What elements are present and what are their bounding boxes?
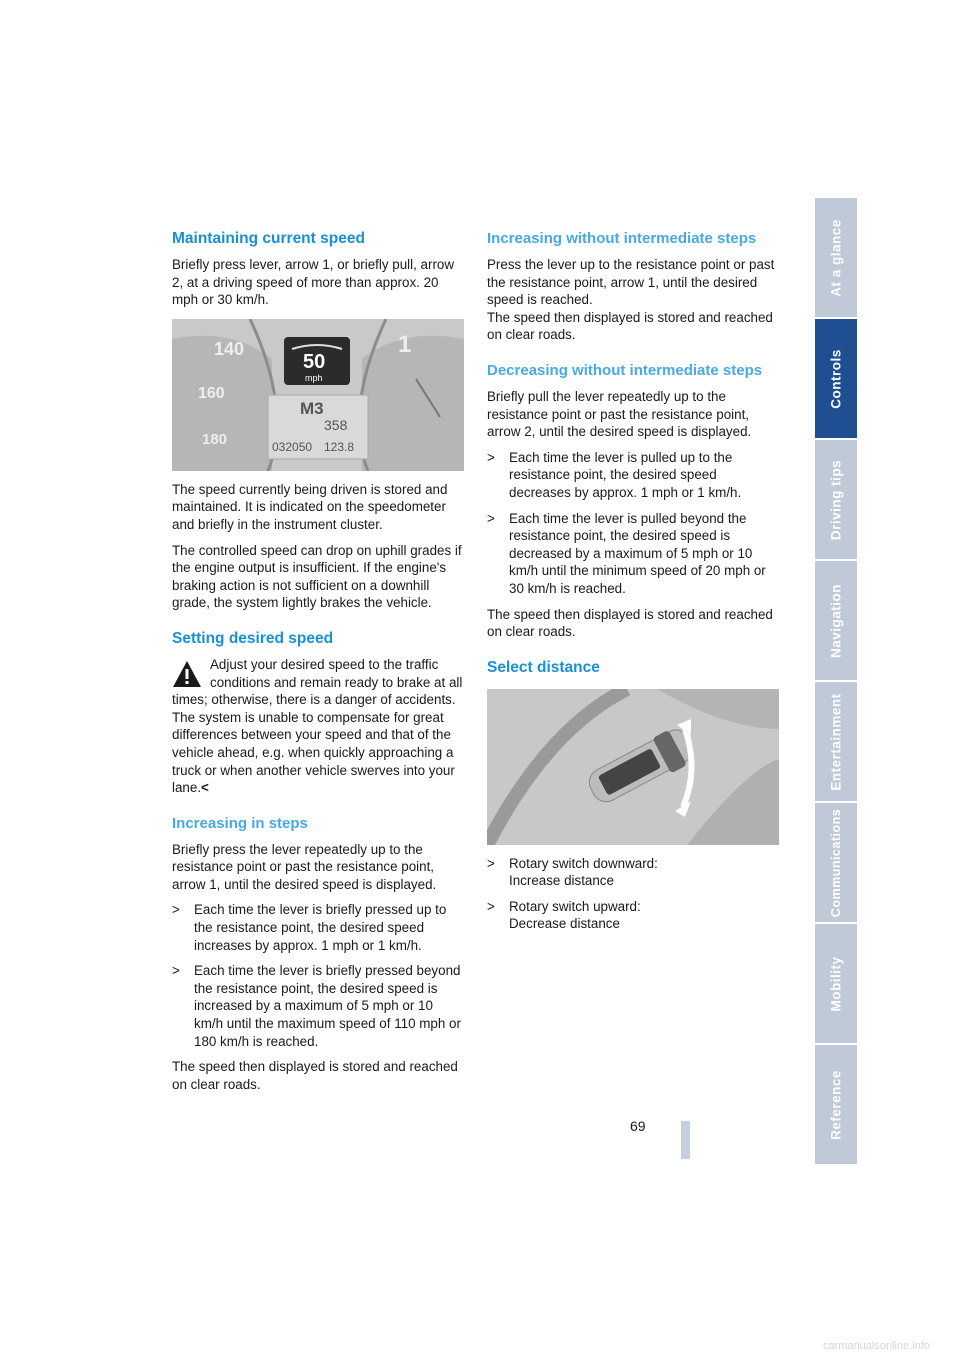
bullet-marker: > [487,510,495,526]
heading-increasing-without-steps: Increasing without intermediate steps [487,230,757,247]
trip-value: 123.8 [324,439,355,454]
watermark: carmanualsonline.info [822,1340,930,1352]
steering-lever-illustration [487,689,779,845]
tab-label: Communications [829,808,843,917]
warning-text: Adjust your desired speed to the traffic conditions and remain ready to brake at all times; otherwise, there is a danger of accidents. The system is unable to compensate for great differences between your speed and that of the vehicle ahead, e.g. when quickly approaching a truck or when another vehicle swerves into your lane. [172,656,463,796]
bullet-text: Each time the lever is pulled beyond the resistance point, the desired speed is decreased by a maximum of 5 mph or 10 km/h until the minimum speed of 20 mph or 30 km/h is reached. [509,510,766,596]
para-maintaining-speed: Briefly press lever, arrow 1, or briefly pull, arrow 2, at a driving speed of more than approx. 20 mph or 30 km/h. [172,257,455,308]
tab-label: Reference [828,1069,844,1140]
tab-entertainment[interactable] [815,682,857,801]
para-end-left: The speed then displayed is stored and reached on clear roads. [172,1059,458,1092]
gauge-num-180: 180 [202,430,228,448]
tab-navigation[interactable] [815,561,857,680]
bullet-decrease-2 [487,510,779,598]
heading-maintaining-speed: Maintaining current speed [172,230,365,247]
bullet-text: Each time the lever is pulled up to the resistance point, the desired speed decreases by approx. 1 mph or 1 km/h. [509,449,742,500]
bullet-rotary-upward [487,898,779,933]
rotary-switch-figure [487,689,779,845]
tab-communications[interactable] [815,803,857,922]
section-tabs [815,198,857,1166]
bullet-rotary-downward [487,855,779,890]
para-increasing-without-steps-1: Press the lever up to the resistance point or past the resistance point, arrow 1, until the desired speed is reached. [487,257,775,308]
range-value: 358 [324,416,348,433]
warning-block [172,656,464,797]
tab-label: Entertainment [828,692,844,791]
gauge-num-140: 140 [214,338,245,359]
speed-value: 50 [303,350,326,373]
heading-decreasing-without-steps: Decreasing without intermediate steps [487,361,763,379]
page-number-bar [681,1121,690,1159]
bullet-text: Each time the lever is briefly pressed beyond the resistance point, the desired speed is increased by a maximum of 5 mph or 10 km/h until the maximum speed of 110 mph or 180 km/h is reached. [194,963,461,1049]
tab-label: Controls [828,348,844,409]
heading-select-distance: Select distance [487,658,600,676]
bullet-marker: > [487,449,495,465]
heading-increasing-in-steps: Increasing in steps [172,814,308,832]
tab-label: Driving tips [828,459,844,540]
bullet-marker: > [172,902,180,918]
para-increasing-without-steps-2: The speed then displayed is stored and reached on clear roads. [487,309,773,343]
tab-label: Mobility [828,956,844,1011]
tab-label: Navigation [828,583,844,658]
speed-unit: mph [305,372,323,383]
bullet-text-line1: Rotary switch downward: [509,855,658,871]
right-column [487,228,779,941]
bullet-decrease-1 [487,449,779,502]
bullet-marker: > [487,855,495,871]
tab-mobility[interactable] [815,924,857,1043]
gear-indicator: M3 [300,398,324,418]
bullet-increase-2 [172,962,464,1050]
bullet-text-line2: Increase distance [509,873,614,889]
para-end-right: The speed then displayed is stored and reached on clear roads. [487,606,773,640]
para-decreasing-without-steps: Briefly pull the lever repeatedly up to the resistance point or past the resistance point, arrow 2, until the desired speed is displayed. [487,388,752,440]
para-increasing-in-steps: Briefly press the lever repeatedly up to the resistance point or past the resistance point, arrow 1, until the desired speed is displayed. [172,841,437,892]
para-speed-drop: The controlled speed can drop on uphill grades if the engine output is insufficient. If the engine's braking action is not sufficient on a downhill grade, the system lightly brakes the vehicle. [172,542,462,611]
tab-reference[interactable] [815,1045,857,1164]
warning-triangle-icon [172,660,202,688]
page-number: 69 [630,1118,646,1134]
bullet-marker: > [487,898,495,914]
gauge-num-1: 1 [398,330,412,358]
bullet-text-line1: Rotary switch upward: [509,898,641,914]
bullet-marker: > [172,963,180,979]
tab-label: At a glance [828,218,844,297]
odometer-value: 032050 [272,439,313,454]
instrument-cluster-figure [172,319,464,471]
tab-driving-tips[interactable] [815,440,857,559]
para-speed-stored: The speed currently being driven is stored and maintained. It is indicated on the speedometer and briefly in the instrument cluster. [172,481,448,532]
end-marker: < [201,780,209,796]
gauge-num-160: 160 [198,384,225,402]
tab-at-a-glance[interactable] [815,198,857,317]
left-column [172,228,464,1101]
bullet-increase-1 [172,901,464,954]
tab-controls[interactable] [815,319,857,438]
bullet-text-line2: Decrease distance [509,916,620,932]
bullet-text: Each time the lever is briefly pressed up to the resistance point, the desired speed increases by approx. 1 mph or 1 km/h. [194,902,447,953]
heading-setting-desired-speed: Setting desired speed [172,629,334,647]
